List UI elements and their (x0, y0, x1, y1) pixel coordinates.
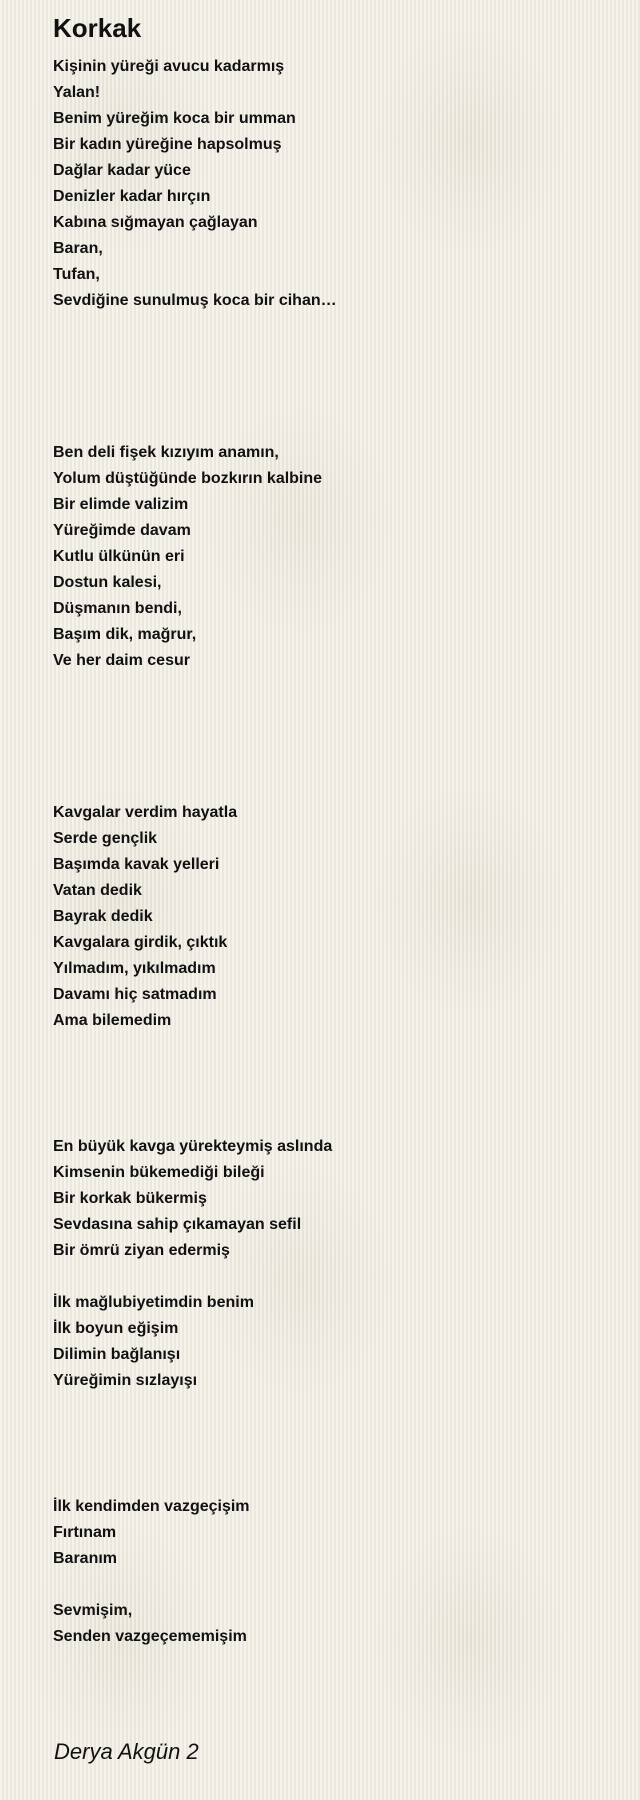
poem-line: Yolum düştüğünde bozkırın kalbine (53, 470, 323, 487)
poem-line: Sevdiğine sunulmuş koca bir cihan… (53, 292, 337, 309)
stanza-gap (53, 1572, 613, 1598)
poem-line: Fırtınam (53, 1524, 117, 1541)
poem-line: Tufan, (53, 266, 100, 283)
poem-line: İlk mağlubiyetimdin benim (53, 1294, 254, 1311)
poem-line: Sevdasına sahip çıkamayan sefil (53, 1216, 302, 1233)
poem-page (53, 8, 613, 1650)
poem-title: Korkak (53, 13, 142, 43)
poem-line: Dostun kalesi, (53, 574, 162, 591)
stanza-4 (53, 1134, 613, 1264)
poem-line: Kutlu ülkünün eri (53, 548, 185, 565)
stanza-3 (53, 800, 613, 1034)
poem-line: Kimsenin bükemediği bileği (53, 1164, 265, 1181)
poem-line: Senden vazgeçememişim (53, 1628, 247, 1645)
poem-body (53, 54, 613, 1650)
poem-line: Vatan dedik (53, 882, 142, 899)
poem-line: Dağlar kadar yüce (53, 162, 191, 179)
poem-line: Yılmadım, yıkılmadım (53, 960, 216, 977)
stanza-gap (53, 1034, 613, 1134)
poem-line: Yalan! (53, 84, 101, 101)
poem-line: Kavgalar verdim hayatla (53, 804, 238, 821)
poem-line: Bir korkak bükermiş (53, 1190, 207, 1207)
poem-line: Sevmişim, (53, 1602, 133, 1619)
poem-line: Bir elimde valizim (53, 496, 189, 513)
poem-line: En büyük kavga yürekteymiş aslında (53, 1138, 333, 1155)
poem-line: Başım dik, mağrur, (53, 626, 197, 643)
poem-line: Ama bilemedim (53, 1012, 172, 1029)
poem-line: İlk kendimden vazgeçişim (53, 1498, 250, 1515)
poem-line: Davamı hiç satmadım (53, 986, 217, 1003)
stanza-gap (53, 674, 613, 800)
poem-line: Yüreğimde davam (53, 522, 191, 539)
poem-line: Dilimin bağlanışı (53, 1346, 181, 1363)
poem-line: Ve her daim cesur (53, 652, 190, 669)
poem-line: Ben deli fişek kızıyım anamın, (53, 444, 279, 461)
poem-line: Kişinin yüreği avucu kadarmış (53, 58, 285, 75)
poem-line: Baran, (53, 240, 103, 257)
poem-line: Bir ömrü ziyan edermiş (53, 1242, 230, 1259)
poem-line: Bir kadın yüreğine hapsolmuş (53, 136, 282, 153)
stanza-6 (53, 1494, 613, 1572)
stanza-gap (53, 314, 613, 440)
poem-line: Kabına sığmayan çağlayan (53, 214, 258, 231)
poem-line: İlk boyun eğişim (53, 1320, 179, 1337)
poem-line: Baranım (53, 1550, 118, 1567)
poem-line: Düşmanın bendi, (53, 600, 182, 617)
stanza-gap (53, 1394, 613, 1494)
poem-line: Bayrak dedik (53, 908, 153, 925)
stanza-gap (53, 1264, 613, 1290)
poem-line: Serde gençlik (53, 830, 158, 847)
poem-line: Başımda kavak yelleri (53, 856, 220, 873)
poem-line: Kavgalara girdik, çıktık (53, 934, 228, 951)
poem-line: Denizler kadar hırçın (53, 188, 211, 205)
poem-author: Derya Akgün 2 (54, 1739, 199, 1764)
poem-line: Yüreğimin sızlayışı (53, 1372, 198, 1389)
stanza-2 (53, 440, 613, 674)
stanza-5 (53, 1290, 613, 1394)
stanza-7 (53, 1598, 613, 1650)
stanza-1 (53, 54, 613, 314)
poem-line: Benim yüreğim koca bir umman (53, 110, 296, 127)
